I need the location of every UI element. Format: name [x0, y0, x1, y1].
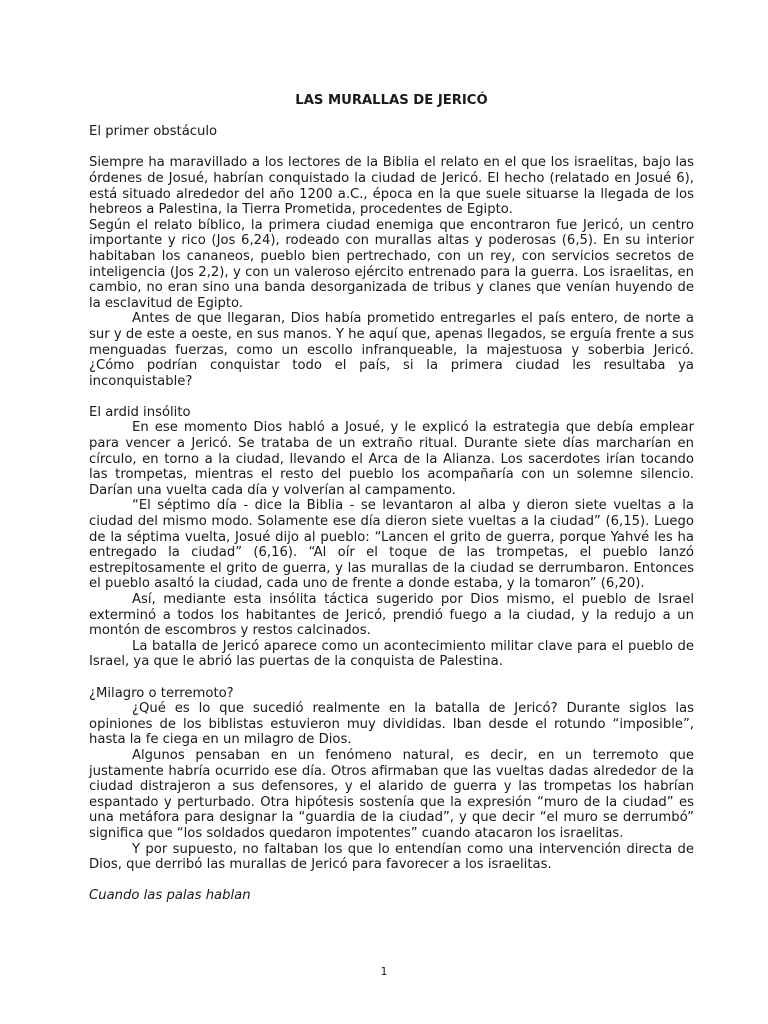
page-number: 1: [380, 965, 388, 978]
body-paragraph: En ese momento Dios habló a Josué, y le explicó la estrategia que debía emplear para vencer a Jericó. Se trataba de un extraño ritual. Durante siete días marcharían en círculo, en torno a la ciudad, llevando el Arca de la Alianza. Los sacerdotes irían tocando las trompetas, mientras el resto del pueblo los acompañaría con un solemne silencio. Darían una vuelta cada día y volverían al campamento.: [89, 420, 694, 498]
body-paragraph: Y por supuesto, no faltaban los que lo entendían como una intervención directa de Dios, que derribó las murallas de Jericó para favorecer a los israelitas.: [89, 841, 694, 873]
body-paragraph: Según el relato bíblico, la primera ciudad enemiga que encontraron fue Jericó, un centro importante y rico (Jos 6,24), rodeado con murallas altas y poderosas (6,5). En su interior habitaban los cananeos, pueblo bien pertrechado, con un rey, con servicios secretos de inteligencia (Jos 2,2), y con un valeroso ejército entrenado para la guerra. Los israelitas, en cambio, no eran sino una banda desorganizada de tribus y clanes que venían huyendo de la esclavitud de Egipto.: [89, 217, 694, 311]
section-heading: Cuando las palas hablan: [89, 888, 251, 904]
body-paragraph: ¿Qué es lo que sucedió realmente en la batalla de Jericó? Durante siglos las opiniones de los biblistas estuvieron muy divididas. Iban desde el rotundo “imposible”, hasta la fe ciega en un milagro de Dios.: [89, 701, 694, 748]
paragraph-gap: [89, 389, 694, 405]
section-heading: El primer obstáculo: [89, 124, 218, 140]
body-paragraph: Antes de que llegaran, Dios había prometido entregarles el país entero, de norte a sur y de este a oeste, en sus manos. Y he aquí que, apenas llegados, se erguía frente a sus menguadas fuerzas, como un escollo infranqueable, la majestuosa y soberbia Jericó. ¿Cómo podrían conquistar todo el país, si la primera ciudad les resultaba ya inconquistable?: [89, 311, 694, 389]
section-heading: El ardid insólito: [89, 404, 191, 420]
section-heading: ¿Milagro o terremoto?: [89, 685, 234, 701]
paragraph-gap: [89, 873, 694, 889]
body-paragraph: La batalla de Jericó aparece como un acontecimiento militar clave para el pueblo de Israel, ya que le abrió las puertas de la conquista de Palestina.: [89, 638, 694, 670]
body-paragraph: Algunos pensaban en un fenómeno natural, es decir, en un terremoto que justamente habría ocurrido ese día. Otros afirmaban que las vueltas dadas alrededor de la ciudad distrajeron a sus defensores, y el alarido de guerra y las trompetas los habrían espantado y perturbado. Otra hipótesis sostenía que la expresión “muro de la ciudad” es una metáfora para designar la “guardia de la ciudad”, y que decir “el muro se derrumbó” significa que “los soldados quedaron impotentes” cuando atacaron los israelitas.: [89, 747, 694, 841]
body-paragraph: Siempre ha maravillado a los lectores de la Biblia el relato en el que los israelitas, bajo las órdenes de Josué, habrían conquistado la ciudad de Jericó. El hecho (relatado en Josué 6), está situado alrededor del año 1200 a.C., época en la que suele situarse la llegada de los hebreos a Palestina, la Tierra Prometida, procedentes de Egipto.: [89, 155, 694, 218]
paragraph-gap: [89, 140, 694, 156]
body-paragraph: “El séptimo día - dice la Biblia - se levantaron al alba y dieron siete vueltas a la ciudad del mismo modo. Solamente ese día dieron siete vueltas a la ciudad” (6,15). Luego de la séptima vuelta, Josué dijo al pueblo: “Lancen el grito de guerra, porque Yahvé les ha entregado la ciudad” (6,16). “Al oír el toque de las trompetas, el pueblo lanzó estrepitosamente el grito de guerra, y las murallas de la ciudad se derrumbaron. Entonces el pueblo asaltó la ciudad, cada uno de frente a donde estaba, y la tomaron” (6,20).: [89, 498, 694, 592]
document-title: LAS MURALLAS DE JERICÓ: [295, 93, 488, 108]
paragraph-gap: [89, 670, 694, 686]
document-page: [89, 93, 694, 904]
body-paragraph: Así, mediante esta insólita táctica sugerido por Dios mismo, el pueblo de Israel exterminó a todos los habitantes de Jericó, prendió fuego a la ciudad, y la redujo a un montón de escombros y restos calcinados.: [89, 592, 694, 639]
